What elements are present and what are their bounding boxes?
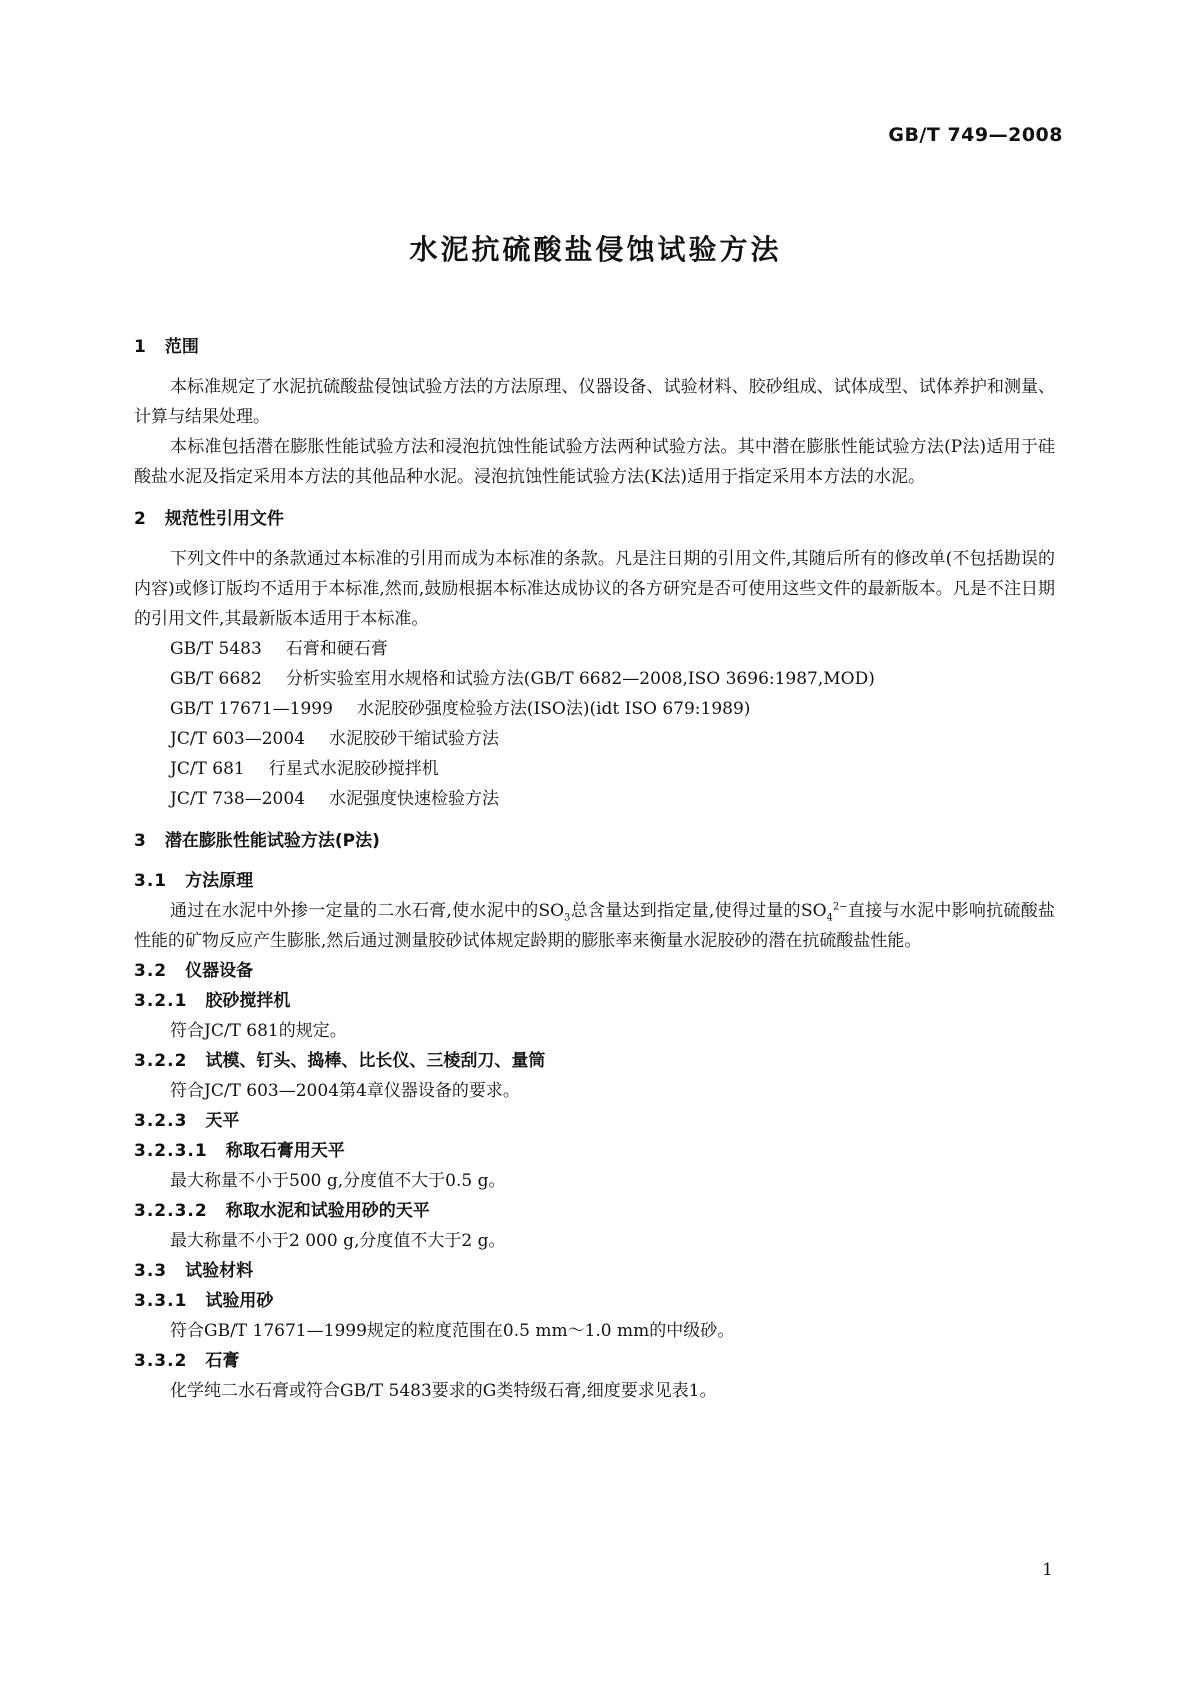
clause-title: 天平 [205,1111,240,1131]
reference-item [134,784,1055,814]
clause-number: 3.3.1 [134,1291,188,1311]
clause-heading [134,1106,1055,1136]
text-run: 通过在水泥中外掺一定量的二水石膏,使水泥中的SO [170,901,565,921]
paragraph: 本标准包括潜在膨胀性能试验方法和浸泡抗蚀性能试验方法两种试验方法。其中潜在膨胀性能试验方法(P法)适用于硅酸盐水泥及指定采用本方法的其他品种水泥。浸泡抗蚀性能试验方法(K法)适用于指定采用本方法的水泥。 [134,437,1055,487]
section-number: 1 [134,337,147,357]
subsection-title: 试验材料 [185,1261,254,1281]
document-title: 水泥抗硫酸盐侵蚀试验方法 [409,233,782,266]
clause-text: 符合GB/T 17671—1999规定的粒度范围在0.5 mm～1.0 mm的中级砂。 [170,1321,735,1341]
section-heading [134,332,1055,362]
reference-title: 水泥胶砂干缩试验方法 [329,729,500,749]
superscript: 2− [832,901,848,913]
reference-item [134,634,1055,664]
paragraph [134,896,1055,956]
reference-title: 分析实验室用水规格和试验方法(GB/T 6682—2008,ISO 3696:1987,MOD) [285,669,875,689]
subsection-heading [134,1256,1055,1286]
clause-title: 称取水泥和试验用砂的天平 [225,1201,430,1221]
reference-title: 行星式水泥胶砂搅拌机 [268,759,439,779]
clause-text: 最大称量不小于2 000 g,分度值不大于2 g。 [170,1231,506,1251]
clause-heading [134,1136,1055,1166]
clause-text: 符合JC/T 603—2004第4章仪器设备的要求。 [170,1081,520,1101]
reference-item [134,724,1055,754]
subsection-title: 方法原理 [185,871,254,891]
clause-title: 试验用砂 [205,1291,274,1311]
reference-code: GB/T 5483 [170,639,262,659]
page-number: 1 [1042,1560,1053,1580]
text-run: 总含量达到指定量,使得过量的SO [570,901,827,921]
clause-number: 3.2.3 [134,1111,188,1131]
clause-text: 符合JC/T 681的规定。 [170,1021,347,1041]
subscript: 3 [564,912,571,924]
clause-title: 胶砂搅拌机 [205,991,291,1011]
reference-code: GB/T 17671—1999 [170,699,333,719]
section-heading [134,826,1055,856]
clause-heading [134,986,1055,1016]
clause-number: 3.2.2 [134,1051,188,1071]
document-body [134,320,1055,1406]
reference-code: JC/T 738—2004 [170,789,306,809]
section-heading [134,504,1055,534]
subsection-number: 3.1 [134,871,168,891]
reference-code: JC/T 603—2004 [170,729,306,749]
clause-text: 化学纯二水石膏或符合GB/T 5483要求的G类特级石膏,细度要求见表1。 [170,1381,717,1401]
clause-title: 称取石膏用天平 [225,1141,345,1161]
clause-number: 3.2.3.1 [134,1141,208,1161]
subsection-heading [134,956,1055,986]
reference-item [134,664,1055,694]
clause-text: 最大称量不小于500 g,分度值不大于0.5 g。 [170,1171,506,1191]
paragraph: 本标准规定了水泥抗硫酸盐侵蚀试验方法的方法原理、仪器设备、试验材料、胶砂组成、试体成型、试体养护和测量、计算与结果处理。 [134,377,1055,427]
section-number: 2 [134,509,147,529]
section-title: 范围 [164,337,199,357]
reference-item [134,694,1055,724]
clause-heading [134,1286,1055,1316]
clause-heading [134,1046,1055,1076]
clause-heading [134,1196,1055,1226]
standard-number: GB/T 749—2008 [888,124,1063,146]
reference-item [134,754,1055,784]
clause-title: 石膏 [205,1351,240,1371]
subsection-number: 3.3 [134,1261,168,1281]
clause-number: 3.2.3.2 [134,1201,208,1221]
clause-number: 3.2.1 [134,991,188,1011]
section-title: 潜在膨胀性能试验方法(P法) [164,831,380,851]
reference-code: JC/T 681 [170,759,245,779]
subsection-number: 3.2 [134,961,168,981]
subscript: 4 [826,912,833,924]
clause-number: 3.3.2 [134,1351,188,1371]
clause-heading [134,1346,1055,1376]
subsection-title: 仪器设备 [185,961,254,981]
reference-title: 石膏和硬石膏 [285,639,388,659]
reference-code: GB/T 6682 [170,669,262,689]
reference-title: 水泥强度快速检验方法 [329,789,500,809]
text-run: 直接与水泥中影响抗硫酸盐性能的矿物反应产生膨胀,然后通过测量胶砂试体规定龄期的膨胀率来衡量水泥胶砂的潜在抗硫酸盐性能。 [134,901,1055,951]
section-title: 规范性引用文件 [164,509,284,529]
subsection-heading [134,866,1055,896]
paragraph: 下列文件中的条款通过本标准的引用而成为本标准的条款。凡是注日期的引用文件,其随后所有的修改单(不包括勘误的内容)或修订版均不适用于本标准,然而,鼓励根据本标准达成协议的各方研究是否可使用这些文件的最新版本。凡是不注日期的引用文件,其最新版本适用于本标准。 [134,549,1055,629]
clause-title: 试模、钉头、捣棒、比长仪、三棱刮刀、量筒 [205,1051,546,1071]
section-number: 3 [134,831,147,851]
reference-title: 水泥胶砂强度检验方法(ISO法)(idt ISO 679:1989) [356,699,751,719]
